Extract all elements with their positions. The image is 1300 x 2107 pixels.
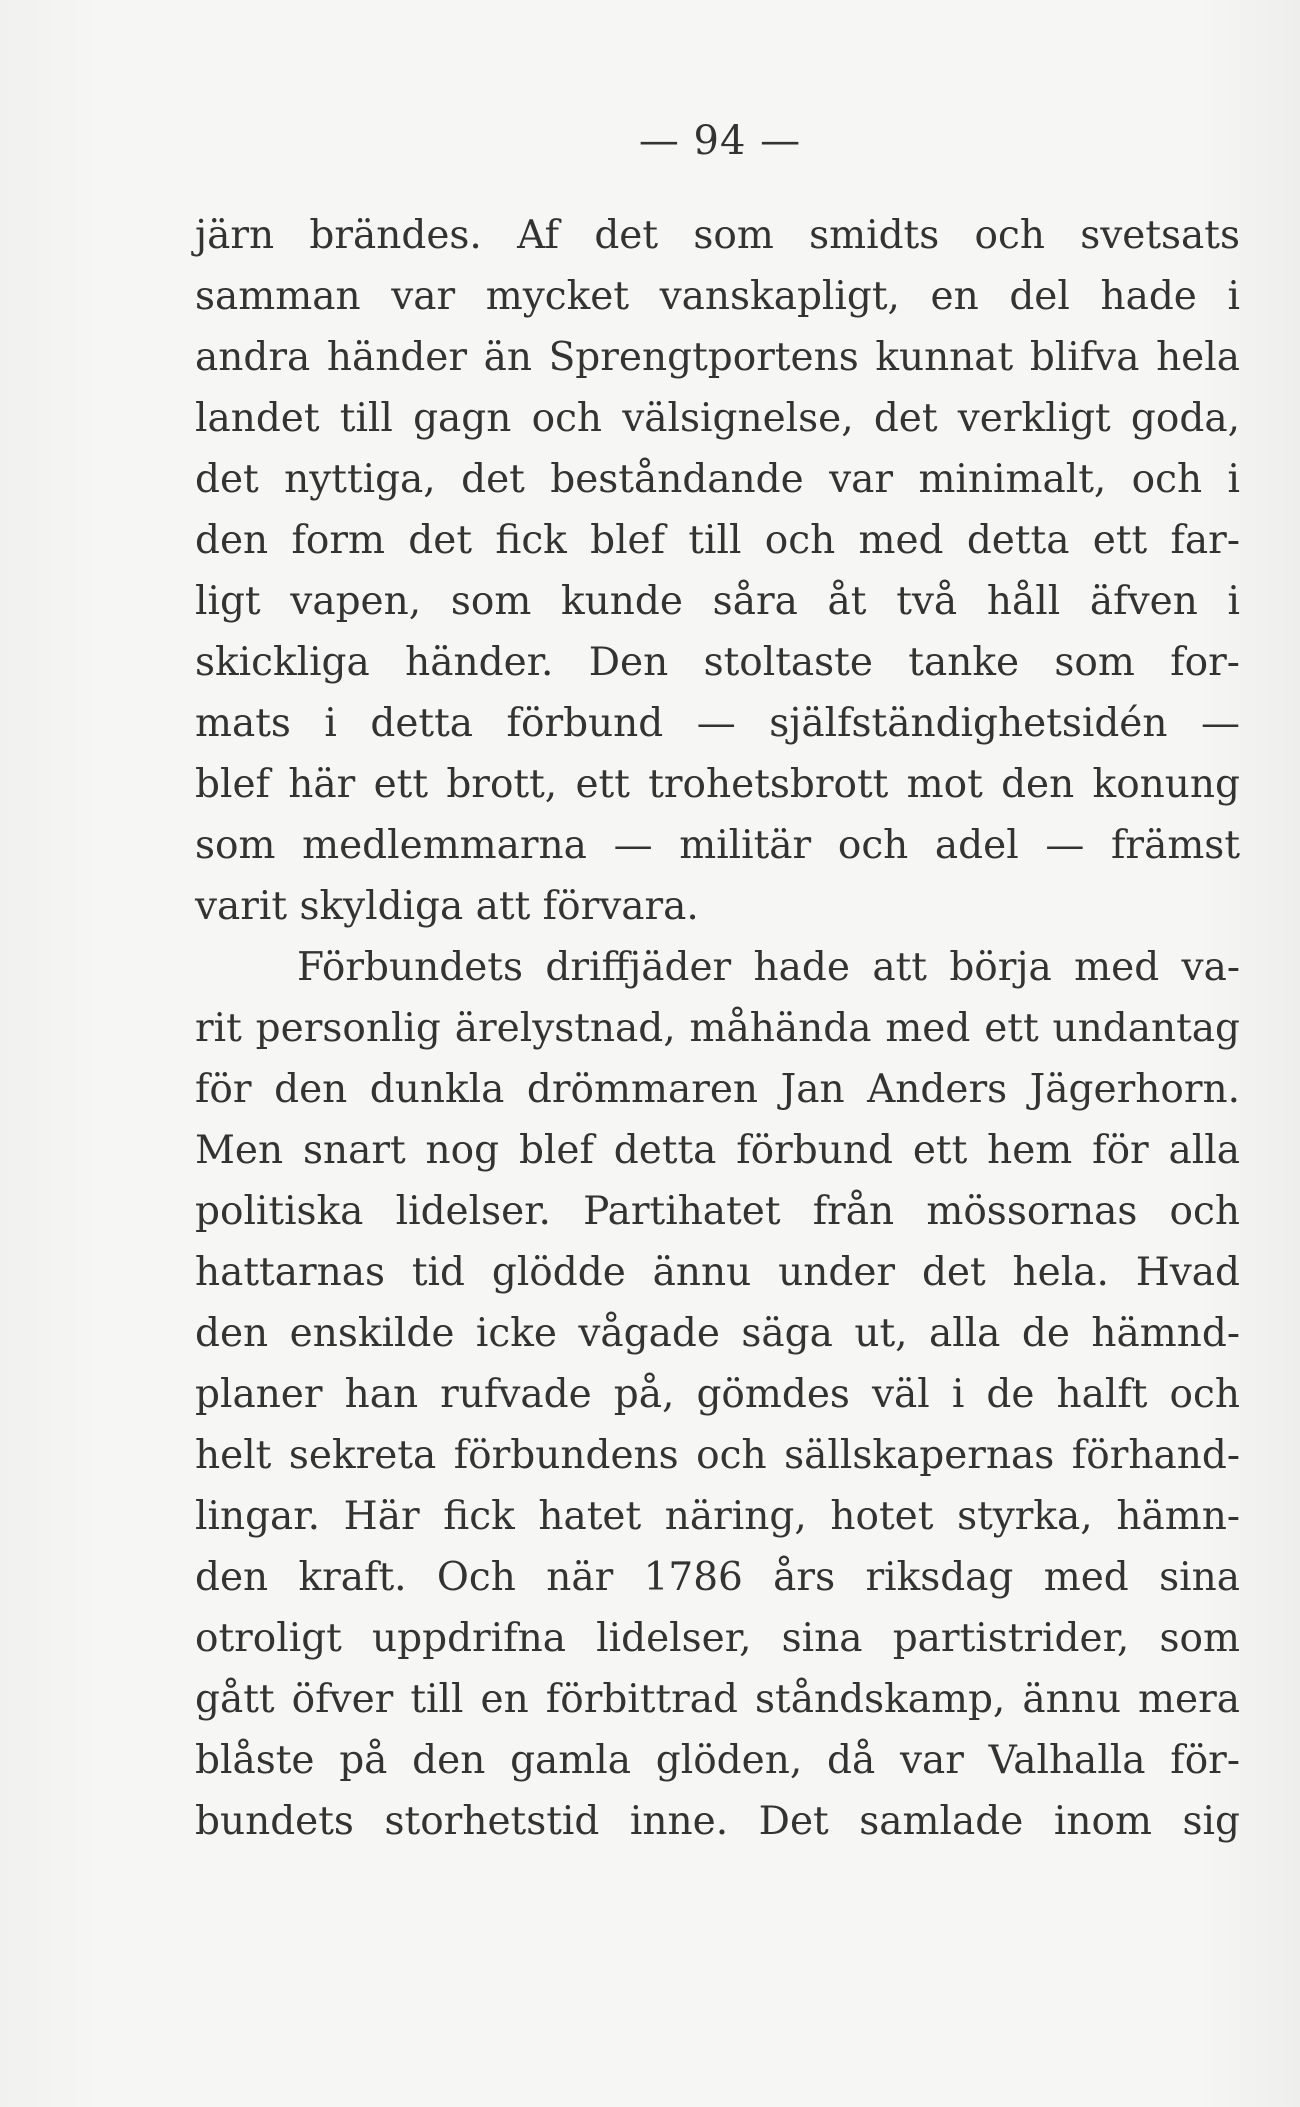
page-number bbox=[0, 118, 1300, 164]
text-line: mats i detta förbund — själfständighetsidén — bbox=[195, 701, 1240, 746]
text-line: den enskilde icke vågade säga ut, alla de hämnd- bbox=[195, 1311, 1240, 1356]
text-line: järn brändes. Af det som smidts och svetsats bbox=[195, 213, 1240, 258]
text-line: blef här ett brott, ett trohetsbrott mot den konung bbox=[195, 762, 1240, 807]
text-line: skickliga händer. Den stoltaste tanke som for- bbox=[195, 640, 1240, 685]
text-line: politiska lidelser. Partihatet från mössornas och bbox=[195, 1189, 1240, 1234]
text-line: otroligt uppdrifna lidelser, sina partistrider, som bbox=[195, 1616, 1240, 1661]
text-line: samman var mycket vanskapligt, en del hade i bbox=[195, 274, 1240, 319]
text-line: Men snart nog blef detta förbund ett hem för alla bbox=[195, 1128, 1240, 1173]
text-line: den form det fick blef till och med detta ett far- bbox=[195, 518, 1240, 563]
text-line: det nyttiga, det beståndande var minimalt, och i bbox=[195, 457, 1240, 502]
text-line: bundets storhetstid inne. Det samlade inom sig bbox=[195, 1799, 1240, 1844]
text-line: för den dunkla drömmaren Jan Anders Jägerhorn. bbox=[195, 1067, 1240, 1112]
text-line: gått öfver till en förbittrad ståndskamp, ännu mera bbox=[195, 1677, 1240, 1722]
text-line: varit skyldiga att förvara. bbox=[195, 884, 699, 929]
text-line: lingar. Här fick hatet näring, hotet styrka, hämn- bbox=[195, 1494, 1240, 1539]
text-line: helt sekreta förbundens och sällskapernas förhand- bbox=[195, 1433, 1240, 1478]
text-line: den kraft. Och när 1786 års riksdag med sina bbox=[195, 1555, 1240, 1600]
text-line: landet till gagn och välsignelse, det verkligt goda, bbox=[195, 396, 1240, 441]
text-line: ligt vapen, som kunde såra åt två håll äfven i bbox=[195, 579, 1240, 624]
text-line: rit personlig ärelystnad, måhända med ett undantag bbox=[195, 1006, 1240, 1051]
page-number-text: — 94 — bbox=[638, 118, 802, 164]
body-text bbox=[195, 205, 1240, 1852]
text-line: planer han rufvade på, gömdes väl i de halft och bbox=[195, 1372, 1240, 1417]
text-line: Förbundets driffjäder hade att börja med va- bbox=[297, 945, 1240, 990]
text-line: blåste på den gamla glöden, då var Valhalla för- bbox=[195, 1738, 1240, 1783]
text-line: som medlemmarna — militär och adel — främst bbox=[195, 823, 1240, 868]
text-line: hattarnas tid glödde ännu under det hela. Hvad bbox=[195, 1250, 1240, 1295]
text-line: andra händer än Sprengtportens kunnat blifva hela bbox=[195, 335, 1240, 380]
